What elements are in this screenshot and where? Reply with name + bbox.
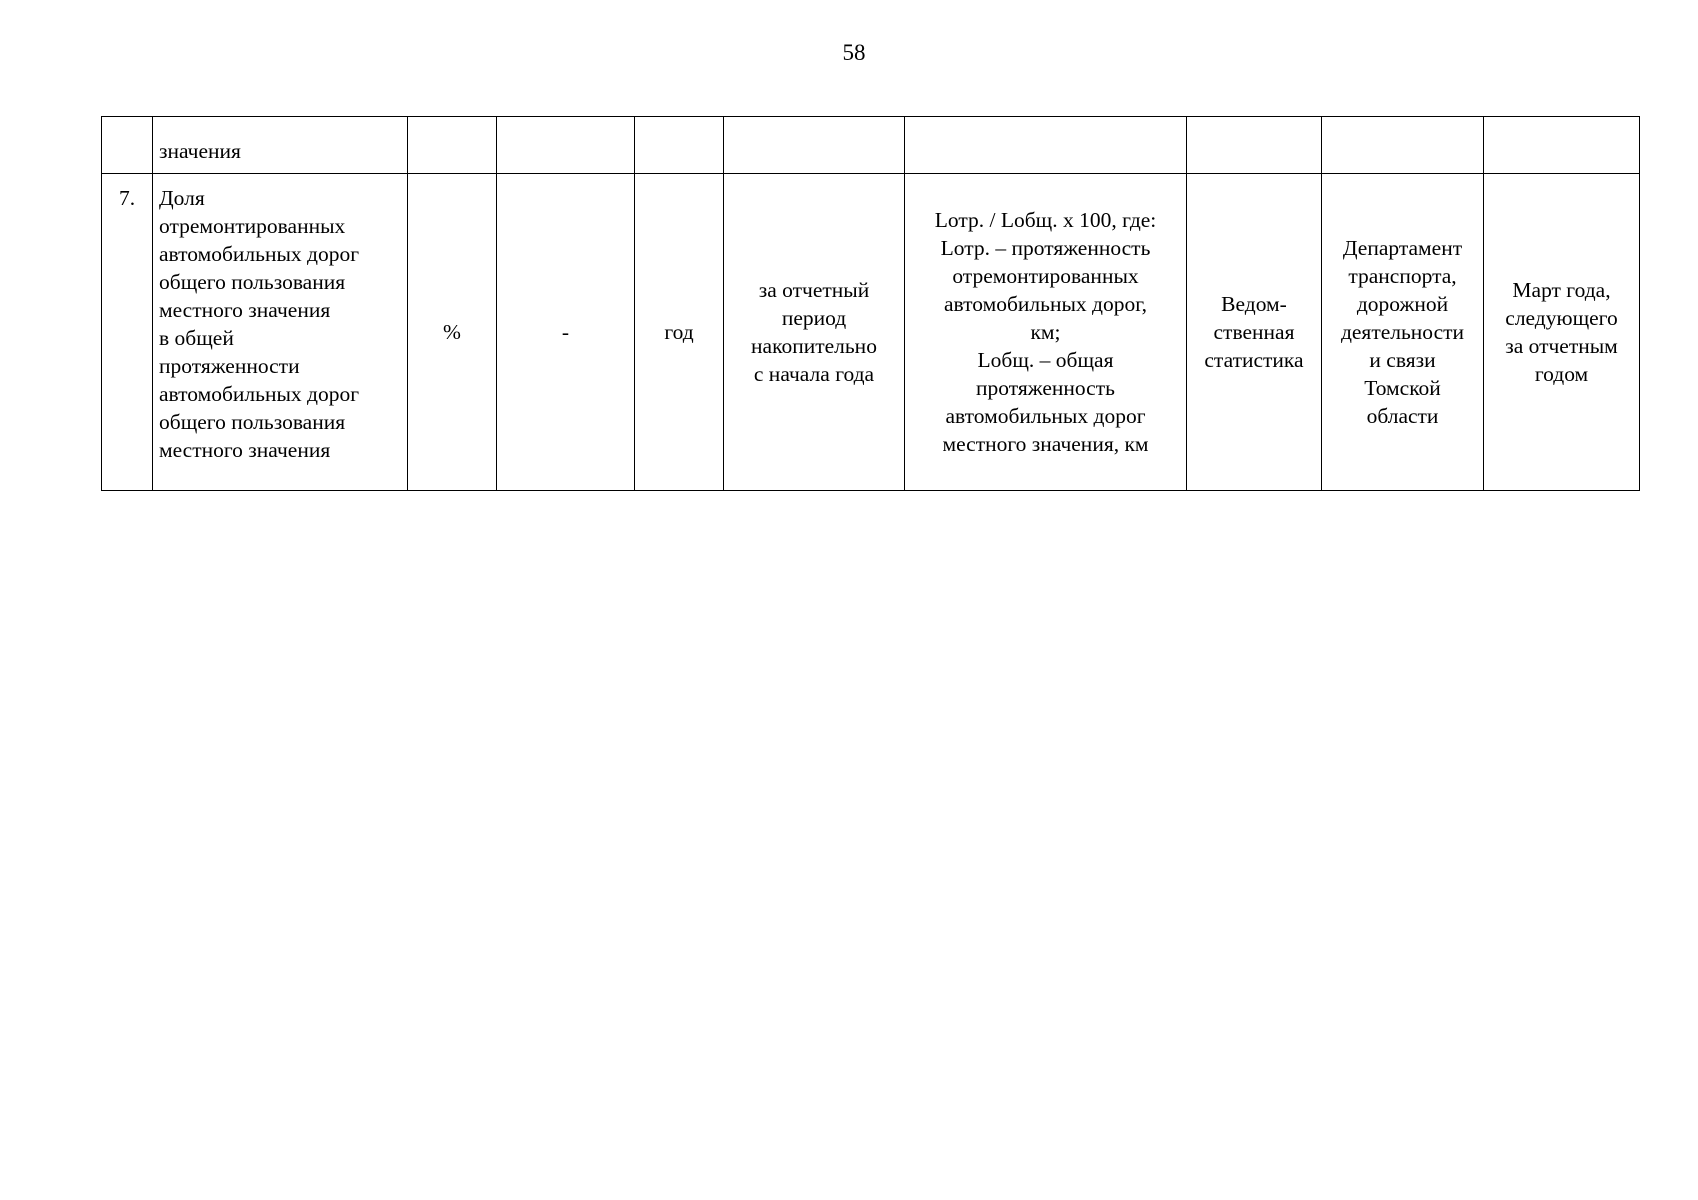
cell-num: 7.	[102, 174, 153, 491]
cell-periodicity	[635, 117, 724, 174]
cell-periodicity: год	[635, 174, 724, 491]
cell-method	[1187, 117, 1322, 174]
page-number: 58	[842, 40, 866, 65]
cell-responsible	[1322, 117, 1484, 174]
cell-algorithm: Lотр. / Lобщ. х 100, где: Lотр. – протяженность отремонтированных автомобильных дорог, км; Lобщ. – общая протяженность автомобильных дорог местного значения, км	[905, 174, 1187, 491]
cell-deadline	[1484, 117, 1640, 174]
cell-indicator: значения	[153, 117, 408, 174]
cell-indicator: Доля отремонтированных автомобильных дорог общего пользования местного значения в общей протяженности автомобильных дорог общего пользования местного значения	[153, 174, 408, 491]
cell-time-characteristic	[724, 117, 905, 174]
cell-algorithm	[905, 117, 1187, 174]
cell-time-characteristic: за отчетный период накопительно с начала года	[724, 174, 905, 491]
cell-base-value: -	[497, 174, 635, 491]
cell-responsible: Департамент транспорта, дорожной деятельности и связи Томской области	[1322, 174, 1484, 491]
cell-base-value	[497, 117, 635, 174]
cell-deadline: Март года, следующего за отчетным годом	[1484, 174, 1640, 491]
table-row-continuation	[102, 117, 1640, 174]
cell-method: Ведом- ственная статистика	[1187, 174, 1322, 491]
table-row-7	[102, 174, 1640, 491]
cell-num	[102, 117, 153, 174]
cell-unit: %	[408, 174, 497, 491]
cell-unit	[408, 117, 497, 174]
indicators-table	[101, 116, 1640, 491]
